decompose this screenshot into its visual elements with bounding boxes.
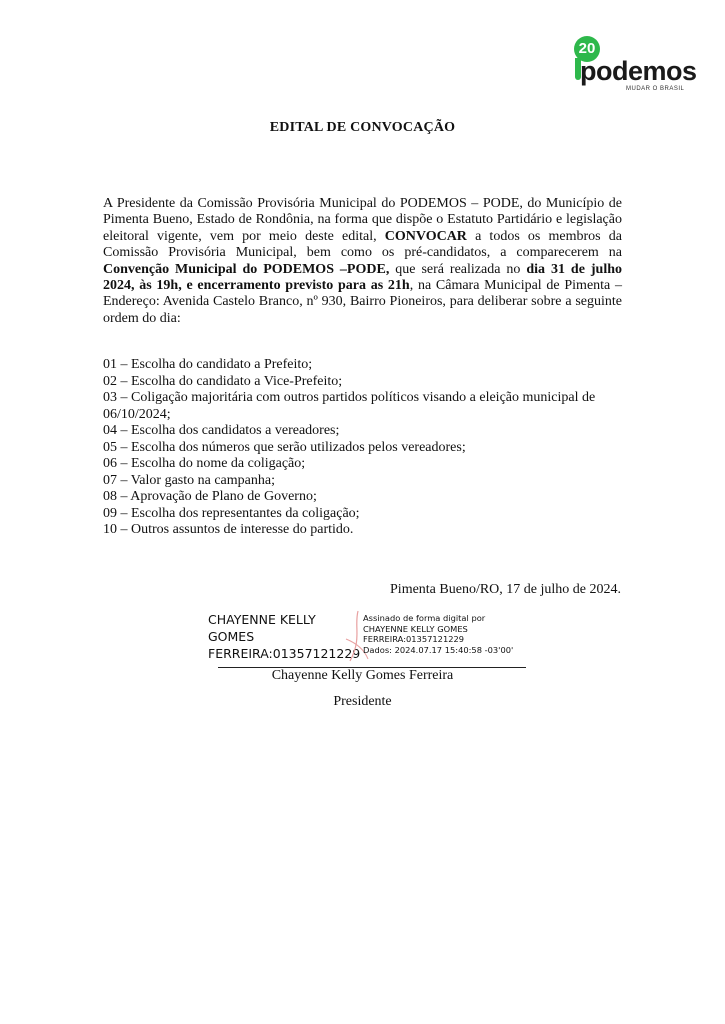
- logo-wordmark: podemos: [580, 56, 697, 86]
- agenda-item: 03 – Coligação majoritária com outros partidos políticos visando a eleição municipal de 06/10/2024;: [103, 390, 596, 422]
- intro-text-2: a todos os membros da Comissão Provisória Municipal, bem como os pré-candidatos, a comparecerem na: [103, 228, 622, 261]
- agenda-item: 05 – Escolha dos números que serão utilizados pelos vereadores;: [103, 439, 466, 455]
- logo-tagline: MUDAR O BRASIL: [626, 86, 685, 92]
- signature-details: [363, 613, 513, 655]
- intro-text-3: que será realizada no: [389, 261, 527, 277]
- digital-signature-block: [208, 611, 628, 667]
- agenda-item: 04 – Escolha dos candidatos a vereadores;: [103, 423, 340, 438]
- agenda-item: 02 – Escolha do candidato a Vice-Prefeito;: [103, 373, 343, 389]
- agenda-item: 10 – Outros assuntos de interesse do partido.: [103, 522, 354, 537]
- signature-name-line: FERREIRA:01357121229: [208, 646, 361, 661]
- agenda-item: 01 – Escolha do candidato a Prefeito;: [103, 357, 313, 372]
- date-line: Pimenta Bueno/RO, 17 de julho de 2024.: [390, 582, 621, 597]
- signature-name-line: CHAYENNE KELLY: [208, 612, 316, 627]
- intro-text-1: A Presidente da Comissão Provisória Municipal do PODEMOS – PODE, do Município de Pimenta Bueno, Estado de Rondônia, na forma que dispõe o Estatuto Partidário e legislação eleitoral vigente, vem por meio deste edital,: [103, 196, 622, 244]
- date-emphasis: dia 31 de julho 2024, às 19h, e encerramento previsto para as 21h: [103, 261, 622, 294]
- podemos-logo: [568, 36, 708, 100]
- signature-detail-line: FERREIRA:01357121229: [363, 634, 465, 645]
- signature-detail-line: Dados: 2024.07.17 15:40:58 -03'00': [363, 644, 514, 655]
- agenda-item: 07 – Valor gasto na campanha;: [103, 472, 275, 488]
- agenda-item: 08 – Aprovação de Plano de Governo;: [103, 489, 317, 504]
- signature-name-line: GOMES: [208, 629, 255, 644]
- document-title: EDITAL DE CONVOCAÇÃO: [269, 120, 456, 135]
- signer-role: Presidente: [333, 694, 392, 709]
- convocar-emphasis: CONVOCAR: [384, 228, 467, 244]
- signature-detail-line: CHAYENNE KELLY GOMES: [363, 623, 468, 634]
- agenda-list: [103, 357, 625, 539]
- agenda-item: 09 – Escolha dos representantes da coligação;: [103, 505, 360, 521]
- intro-text-4: , na Câmara Municipal de Pimenta – Endereço: Avenida Castelo Branco, nº 930, Bairro Pioneiros, para deliberar sobre a seguinte ordem do dia:: [103, 278, 622, 326]
- party-number-badge: 20: [574, 36, 600, 62]
- convocation-paragraph: [103, 196, 622, 327]
- signer-name: Chayenne Kelly Gomes Ferreira: [271, 668, 454, 683]
- agenda-item: 06 – Escolha do nome da coligação;: [103, 456, 306, 471]
- convention-emphasis: Convenção Municipal do PODEMOS –PODE,: [103, 261, 390, 277]
- signature-detail-line: Assinado de forma digital por: [363, 613, 486, 623]
